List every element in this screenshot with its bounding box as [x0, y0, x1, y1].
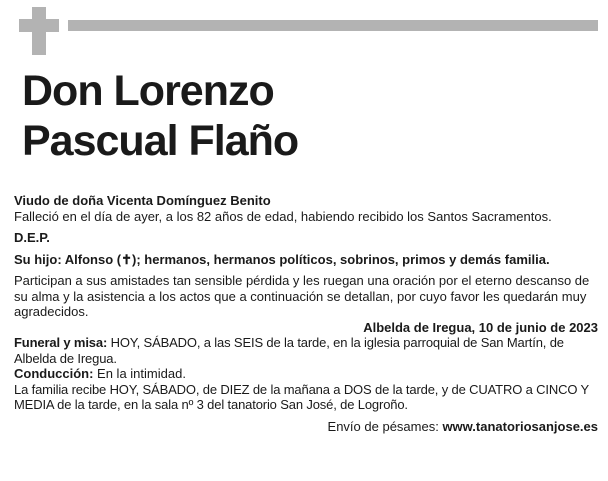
name-line-2: Pascual Flaño: [22, 117, 299, 165]
widower-line: Viudo de doña Vicenta Domínguez Benito: [14, 193, 271, 208]
condolences-line: [14, 419, 598, 435]
header-rule: [68, 20, 598, 31]
conduccion-label: Conducción:: [14, 366, 94, 381]
condolences-link[interactable]: www.tanatoriosanjose.es: [442, 418, 598, 434]
death-notice: Falleció en el día de ayer, a los 82 años de edad, habiendo recibido los Santos Sacramentos.: [14, 208, 552, 224]
dep-line: D.E.P.: [14, 230, 50, 245]
condolences-label: Envío de pésames:: [327, 418, 443, 434]
funeral-text: HOY, SÁBADO, a las SEIS de la tarde, en la iglesia parroquial de San Martín, de Albelda de Iregua.: [14, 335, 564, 366]
deceased-name: [22, 66, 298, 166]
visit-paragraph: La familia recibe HOY, SÁBADO, de DIEZ de la mañana a DOS de la tarde, y de CUATRO a CINCO Y MEDIA de la tarde, en la sala nº 3 del tanatorio San José, de Logroño.: [14, 381, 589, 412]
request-paragraph: Participan a sus amistades tan sensible pérdida y les ruegan una oración por el eterno descanso de su alma y la asistencia a los actos que a continuación se detallan, por cuyo favor les quedarán muy agradecidos.: [14, 273, 590, 319]
conduccion-text: En la intimidad.: [93, 366, 186, 381]
funeral-label: Funeral y misa:: [14, 335, 108, 350]
name-line-1: Don Lorenzo: [22, 67, 274, 115]
funeral-paragraph: [14, 335, 598, 366]
family-line: Su hijo: Alfonso (✝); hermanos, hermanos políticos, sobrinos, primos y demás familia.: [14, 251, 550, 267]
place-date: Albelda de Iregua, 10 de junio de 2023: [363, 319, 598, 335]
obituary-body: [14, 193, 598, 434]
cross-icon: [19, 7, 59, 55]
conduccion-paragraph: [14, 366, 598, 382]
